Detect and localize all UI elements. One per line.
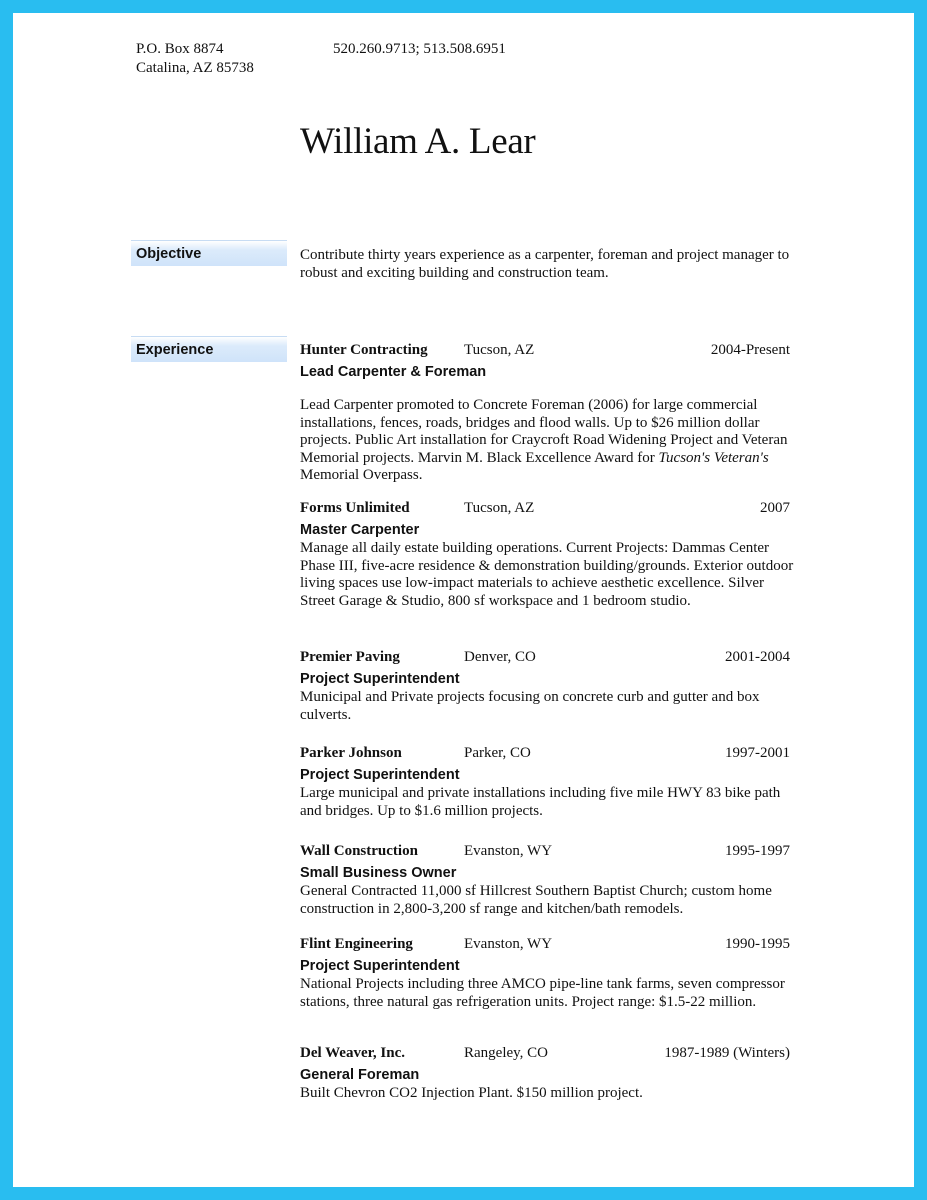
job-entry-flint-engineering: [300, 936, 800, 1011]
objective-label: Objective: [136, 246, 202, 262]
job-years: 1997-2001: [725, 745, 790, 761]
job-years: 2004-Present: [710, 342, 790, 358]
address-line-2: Catalina, AZ 85738: [136, 60, 254, 76]
award-italic-text: Tucson's Veteran's: [658, 449, 769, 466]
job-description: Lead Carpenter promoted to Concrete Foreman (2006) for large commercial installations, fences, roads, bridges and flood walls. Up to $26 million dollar projects. Public Art installation for Craycroft Road Widening Project and Veteran Memorial projects. Marvin M. Black Excellence Award for Tucson's Veteran's Memorial Overpass.: [300, 397, 788, 484]
job-location: Parker, CO: [464, 745, 531, 761]
job-description: Manage all daily estate building operations. Current Projects: Dammas Center Phase III, five-acre residence & demonstration building/grounds. Exterior outdoor living spaces use low-impact materials to achieve aesthetic excellence. Silver Street Garage & Studio, 800 sf workspace and 1 bedroom studio.: [300, 540, 794, 609]
job-role: Project Superintendent: [300, 958, 460, 974]
job-company: Parker Johnson: [300, 745, 402, 761]
job-role: Lead Carpenter & Foreman: [300, 364, 487, 380]
resume-name: William A. Lear: [300, 121, 536, 162]
job-years: 2007: [760, 500, 790, 516]
job-entry-forms-unlimited: [300, 500, 800, 610]
job-company: Del Weaver, Inc.: [300, 1045, 405, 1061]
job-location: Evanston, WY: [464, 843, 553, 859]
job-role: Master Carpenter: [300, 522, 420, 538]
job-location: Denver, CO: [464, 649, 536, 665]
job-years: 2001-2004: [725, 649, 790, 665]
job-entry-wall-construction: [300, 843, 800, 918]
job-description: Municipal and Private projects focusing on concrete curb and gutter and box culverts.: [300, 689, 760, 723]
experience-label: Experience: [136, 342, 214, 358]
job-years: 1987-1989 (Winters): [664, 1045, 790, 1061]
job-description: National Projects including three AMCO pipe-line tank farms, seven compressor stations, three natural gas refrigeration units. Project range: $1.5-22 million.: [300, 976, 785, 1010]
job-entry-parker-johnson: [300, 745, 800, 820]
job-role: Project Superintendent: [300, 767, 460, 783]
job-company: Forms Unlimited: [300, 500, 410, 516]
job-location: Tucson, AZ: [464, 342, 535, 358]
job-location: Tucson, AZ: [464, 500, 535, 516]
address-block: [136, 40, 254, 78]
job-role: General Foreman: [300, 1067, 420, 1083]
job-years: 1995-1997: [725, 843, 790, 859]
job-description: Large municipal and private installations including five mile HWY 83 bike path and bridges. Up to $1.6 million projects.: [300, 785, 781, 819]
job-years: 1990-1995: [725, 936, 790, 952]
experience-label-box: [131, 336, 287, 362]
phone-numbers: 520.260.9713; 513.508.6951: [333, 41, 506, 57]
objective-label-box: [131, 240, 287, 266]
job-entry-del-weaver: [300, 1045, 800, 1103]
job-role: Project Superintendent: [300, 671, 460, 687]
objective-text: Contribute thirty years experience as a carpenter, foreman and project manager to robust and exciting building and construction team.: [300, 247, 790, 281]
job-entry-premier-paving: [300, 649, 800, 724]
address-line-1: P.O. Box 8874: [136, 41, 224, 57]
job-entry-hunter-contracting: [300, 342, 800, 485]
job-company: Flint Engineering: [300, 936, 413, 952]
job-location: Evanston, WY: [464, 936, 553, 952]
job-description: Built Chevron CO2 Injection Plant. $150 million project.: [300, 1085, 643, 1101]
job-description: General Contracted 11,000 sf Hillcrest Southern Baptist Church; custom home construction in 2,800-3,200 sf range and kitchen/bath remodels.: [300, 883, 772, 917]
job-company: Premier Paving: [300, 649, 400, 665]
job-role: Small Business Owner: [300, 865, 457, 881]
job-location: Rangeley, CO: [464, 1045, 549, 1061]
job-company: Wall Construction: [300, 843, 418, 859]
job-company: Hunter Contracting: [300, 342, 428, 358]
